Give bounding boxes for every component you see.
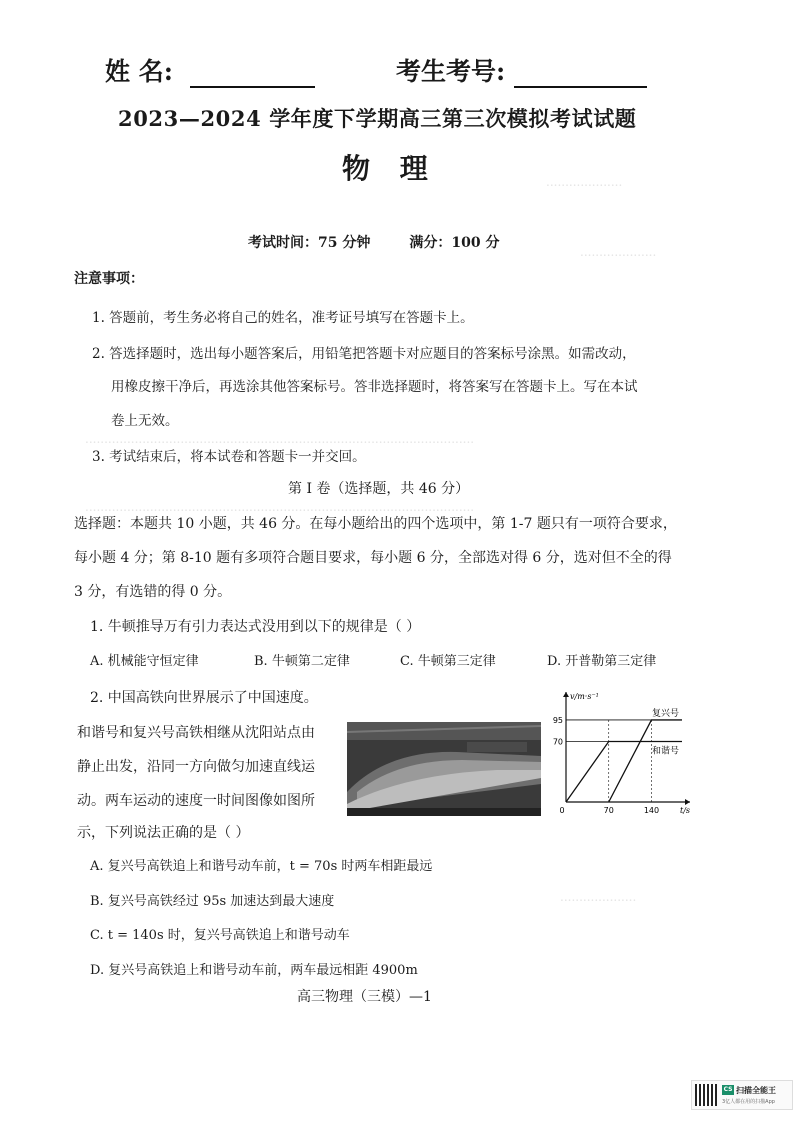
- name-field: [105, 52, 315, 88]
- series-label: 复兴号: [652, 708, 680, 719]
- q1-option-d: D. 开普勒第三定律: [547, 654, 657, 669]
- y-tick-label: 95: [552, 715, 563, 725]
- notice-item: 2. 答选择题时，选出每小题答案后，用铅笔把答题卡对应题目的答案标号涂黑。如需改动，: [92, 346, 636, 362]
- section-title: 第 I 卷（选择题，共 46 分）: [288, 481, 470, 497]
- y-tick-label: 70: [552, 737, 563, 747]
- exam-title: 2023—2024 学年度下学期高三第三次模拟考试试题: [118, 106, 637, 131]
- q2-stem-intro: 2. 中国高铁向世界展示了中国速度。: [90, 690, 318, 706]
- q1-option-b: B. 牛顿第二定律: [254, 654, 350, 669]
- notice-item: 1. 答题前，考生务必将自己的姓名，准考证号填写在答题卡上。: [92, 310, 474, 326]
- train-photo: [347, 722, 541, 816]
- y-axis-arrow: [563, 692, 569, 697]
- notice-item: 3. 考试结束后，将本试卷和答题卡一并交回。: [92, 449, 366, 465]
- instruction-line: 3 分，有选错的得 0 分。: [74, 584, 232, 600]
- x-axis-label: t/s: [680, 806, 691, 815]
- scanner-app-name: 扫描全能王: [736, 1086, 776, 1095]
- q1-option-a: A. 机械能守恒定律: [90, 654, 199, 669]
- x-tick-label: 70: [603, 806, 614, 815]
- name-label: 姓 名:: [105, 57, 173, 86]
- exam-info: 考试时间：75 分钟 满分：100 分: [248, 235, 500, 251]
- bleed-through-text: ......................................................................................................: [85, 500, 475, 514]
- x-axis-arrow: [685, 799, 690, 805]
- instruction-line: 选择题：本题共 10 小题，共 46 分。在每小题给出的四个选项中，第 1-7 题只有一项符合要求，: [74, 516, 677, 532]
- notice-item: 用橡皮擦干净后，再选涂其他答案标号。答非选择题时，将答案写在答题卡上。写在本试: [111, 379, 638, 395]
- scanner-tagline: 3亿人都在用的扫描App: [722, 1099, 775, 1105]
- series-label: 和谐号: [652, 746, 680, 757]
- velocity-time-chart: [546, 688, 696, 816]
- exam-id-label: 考生考号:: [396, 57, 506, 86]
- instruction-line: 每小题 4 分；第 8-10 题有多项符合题目要求，每小题 6 分，全部选对得 6 分，选对但不全的得: [74, 550, 672, 566]
- notice-title: 注意事项：: [74, 271, 144, 287]
- bleed-through-text: ......................................................................................................: [85, 432, 475, 446]
- exam-id-field: [396, 52, 647, 88]
- bleed-through-text: ....................: [580, 245, 657, 259]
- q2-option-d: D. 复兴号高铁追上和谐号动车前，两车最远相距 4900m: [90, 963, 418, 978]
- q2-stem-line: 示，下列说法正确的是（ ）: [77, 825, 250, 841]
- q2-stem-line: 静止出发，沿同一方向做匀加速直线运: [77, 759, 315, 775]
- subject-title: 物 理: [342, 152, 438, 185]
- series-line: [609, 720, 682, 802]
- velocity-time-chart-svg: [546, 688, 696, 816]
- bleed-through-text: ....................: [546, 175, 623, 189]
- y-axis-label: v/m·s⁻¹: [570, 692, 599, 701]
- scanner-watermark: [691, 1080, 793, 1110]
- x-tick-label: 140: [643, 806, 660, 815]
- bleed-through-text: ....................: [560, 890, 637, 904]
- name-blank-line: [190, 60, 315, 88]
- q2-stem-line: 和谐号和复兴号高铁相继从沈阳站点由: [77, 725, 315, 741]
- q2-stem-line: 动。两车运动的速度一时间图像如图所: [77, 793, 315, 809]
- qr-code-icon: [695, 1084, 717, 1106]
- train-photo-image: [347, 722, 541, 816]
- q1-option-c: C. 牛顿第三定律: [400, 654, 496, 669]
- q1-stem: 1. 牛顿推导万有引力表达式没用到以下的规律是（ ）: [90, 619, 421, 635]
- q2-option-b: B. 复兴号高铁经过 95s 加速达到最大速度: [90, 894, 335, 909]
- q2-option-a: A. 复兴号高铁追上和谐号动车前，t = 70s 时两车相距最远: [90, 859, 433, 874]
- notice-item: 卷上无效。: [111, 413, 179, 429]
- cs-logo-icon: CS: [723, 1086, 733, 1093]
- exam-id-blank-line: [514, 60, 647, 88]
- x-tick-label: 0: [559, 806, 565, 815]
- q2-option-c: C. t = 140s 时，复兴号高铁追上和谐号动车: [90, 928, 350, 943]
- page-footer: 高三物理（三模）—1: [297, 989, 432, 1005]
